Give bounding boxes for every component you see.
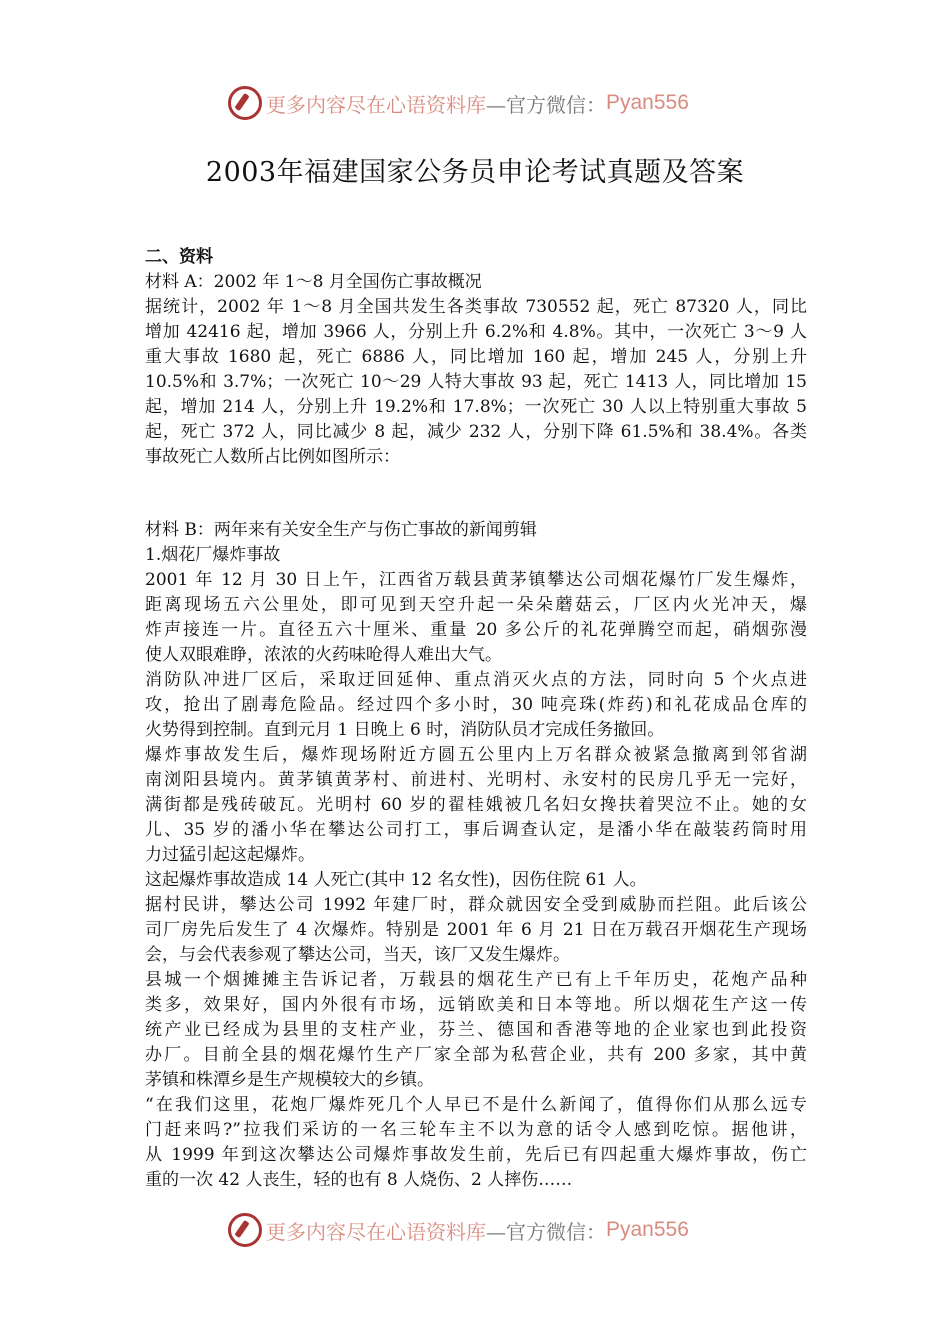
paragraph <box>145 270 807 295</box>
paragraph <box>145 668 807 743</box>
text-line: 距离现场五六公里处，即可见到天空升起一朵朵蘑菇云，厂区内火光冲天，爆 <box>145 595 807 615</box>
text-line: 类多，效果好，国内外很有市场，远销欧美和日本等地。所以烟花生产这一传 <box>145 995 807 1015</box>
text-line: 2001 年 12 月 30 日上午，江西省万载县黄茅镇攀达公司烟花爆竹厂发生爆炸， <box>145 570 807 590</box>
footer-watermark: 更多内容尽在心语资料库 —官方微信： Pyan556 <box>228 1213 689 1247</box>
text-line: 司厂房先后发生了 4 次爆炸。特别是 2001 年 6 月 21 日在万载召开烟花生产现场 <box>145 920 807 940</box>
text-line: 材料 A：2002 年 1～8 月全国伤亡事故概况 <box>145 272 482 292</box>
text-line: 消防队冲进厂区后，采取迂回延伸、重点消灭火点的方法，同时向 5 个火点进 <box>145 670 807 690</box>
text-line: 使人双眼难睁，浓浓的火药味呛得人难出大气。 <box>145 645 502 665</box>
text-line: 炸声接连一片。直径五六十厘米、重量 20 多公斤的礼花弹腾空而起，硝烟弥漫 <box>145 620 807 640</box>
text-line: 县城一个烟摊摊主告诉记者，万载县的烟花生产已有上千年历史，花炮产品种 <box>145 970 807 990</box>
text-line: 起，死亡 372 人，同比减少 8 起，减少 232 人，分别下降 61.5%和 38.4%。各类 <box>145 422 807 442</box>
pen-logo-icon <box>228 86 262 120</box>
paragraph <box>145 543 807 568</box>
text-line: 据村民讲，攀达公司 1992 年建厂时，群众就因安全受到威胁而拦阻。此后该公 <box>145 895 807 915</box>
text-line: 重的一次 42 人丧生，轻的也有 8 人烧伤、2 人摔伤…… <box>145 1170 573 1190</box>
paragraph <box>145 893 807 968</box>
text-line: 事故死亡人数所占比例如图所示： <box>145 447 400 467</box>
text-line: 这起爆炸事故造成 14 人死亡(其中 12 名女性)，因伤住院 61 人。 <box>145 870 647 890</box>
text-line: 重大事故 1680 起，死亡 6886 人，同比增加 160 起，增加 245 人，分别上升 <box>145 347 807 367</box>
paragraph <box>145 295 807 470</box>
text-line: 门赶来吗?”拉我们采访的一名三轮车主不以为意的话令人感到吃惊。据他讲， <box>145 1120 807 1140</box>
document-title: 2003年福建国家公务员申论考试真题及答案 <box>205 157 745 188</box>
text-line: “在我们这里，花炮厂爆炸死几个人早已不是什么新闻了，值得你们从那么远专 <box>145 1095 807 1115</box>
text-line: 二、资料 <box>145 247 213 267</box>
paragraph <box>145 868 807 893</box>
text-line: 儿、35 岁的潘小华在攀达公司打工，事后调查认定，是潘小华在敲装药筒时用 <box>145 820 807 840</box>
pen-logo-icon <box>228 1213 262 1247</box>
text-line: 火势得到控制。直到元月 1 日晚上 6 时，消防队员才完成任务撤回。 <box>145 720 665 740</box>
text-line: 攻，抢出了剧毒危险品。经过四个多小时，30 吨亮珠(炸药)和礼花成品仓库的 <box>145 695 807 715</box>
text-line: 10.5%和 3.7%；一次死亡 10～29 人特大事故 93 起，死亡 1413 人，同比增加 15 <box>145 372 807 392</box>
text-line: 1.烟花厂爆炸事故 <box>145 545 281 565</box>
paragraph <box>145 968 807 1093</box>
header-watermark: 更多内容尽在心语资料库 —官方微信： Pyan556 <box>228 86 689 120</box>
text-line: 南浏阳县境内。黄茅镇黄茅村、前进村、光明村、永安村的民房几乎无一完好， <box>145 770 807 790</box>
text-line: 办厂。目前全县的烟花爆竹生产厂家全部为私营企业，共有 200 多家，其中黄 <box>145 1045 807 1065</box>
text-line: 力过猛引起这起爆炸。 <box>145 845 315 865</box>
text-line: 满街都是残砖破瓦。光明村 60 岁的翟桂娥被几名妇女搀扶着哭泣不止。她的女 <box>145 795 807 815</box>
text-line: 从 1999 年到这次攀达公司爆炸事故发生前，先后已有四起重大爆炸事故，伤亡 <box>145 1145 807 1165</box>
text-line: 会，与会代表参观了攀达公司，当天，该厂又发生爆炸。 <box>145 945 570 965</box>
section-material-a <box>145 245 807 470</box>
paragraph <box>145 1093 807 1193</box>
paragraph <box>145 245 807 270</box>
text-line: 增加 42416 起，增加 3966 人，分别上升 6.2%和 4.8%。其中，一次死亡 3～9 人 <box>145 322 807 342</box>
paragraph <box>145 568 807 668</box>
text-line: 茅镇和株潭乡是生产规模较大的乡镇。 <box>145 1070 434 1090</box>
text-line: 起，增加 214 人，分别上升 19.2%和 17.8%；一次死亡 30 人以上特别重大事故 5 <box>145 397 807 417</box>
paragraph <box>145 518 807 543</box>
text-line: 材料 B：两年来有关安全生产与伤亡事故的新闻剪辑 <box>145 520 537 540</box>
text-line: 爆炸事故发生后，爆炸现场附近方圆五公里内上万名群众被紧急撤离到邻省湖 <box>145 745 807 765</box>
text-line: 据统计，2002 年 1～8 月全国共发生各类事故 730552 起，死亡 87320 人，同比 <box>145 297 807 317</box>
paragraph <box>145 743 807 868</box>
section-material-b <box>145 518 807 1193</box>
text-line: 统产业已经成为县里的支柱产业，芬兰、德国和香港等地的企业家也到此投资 <box>145 1020 807 1040</box>
